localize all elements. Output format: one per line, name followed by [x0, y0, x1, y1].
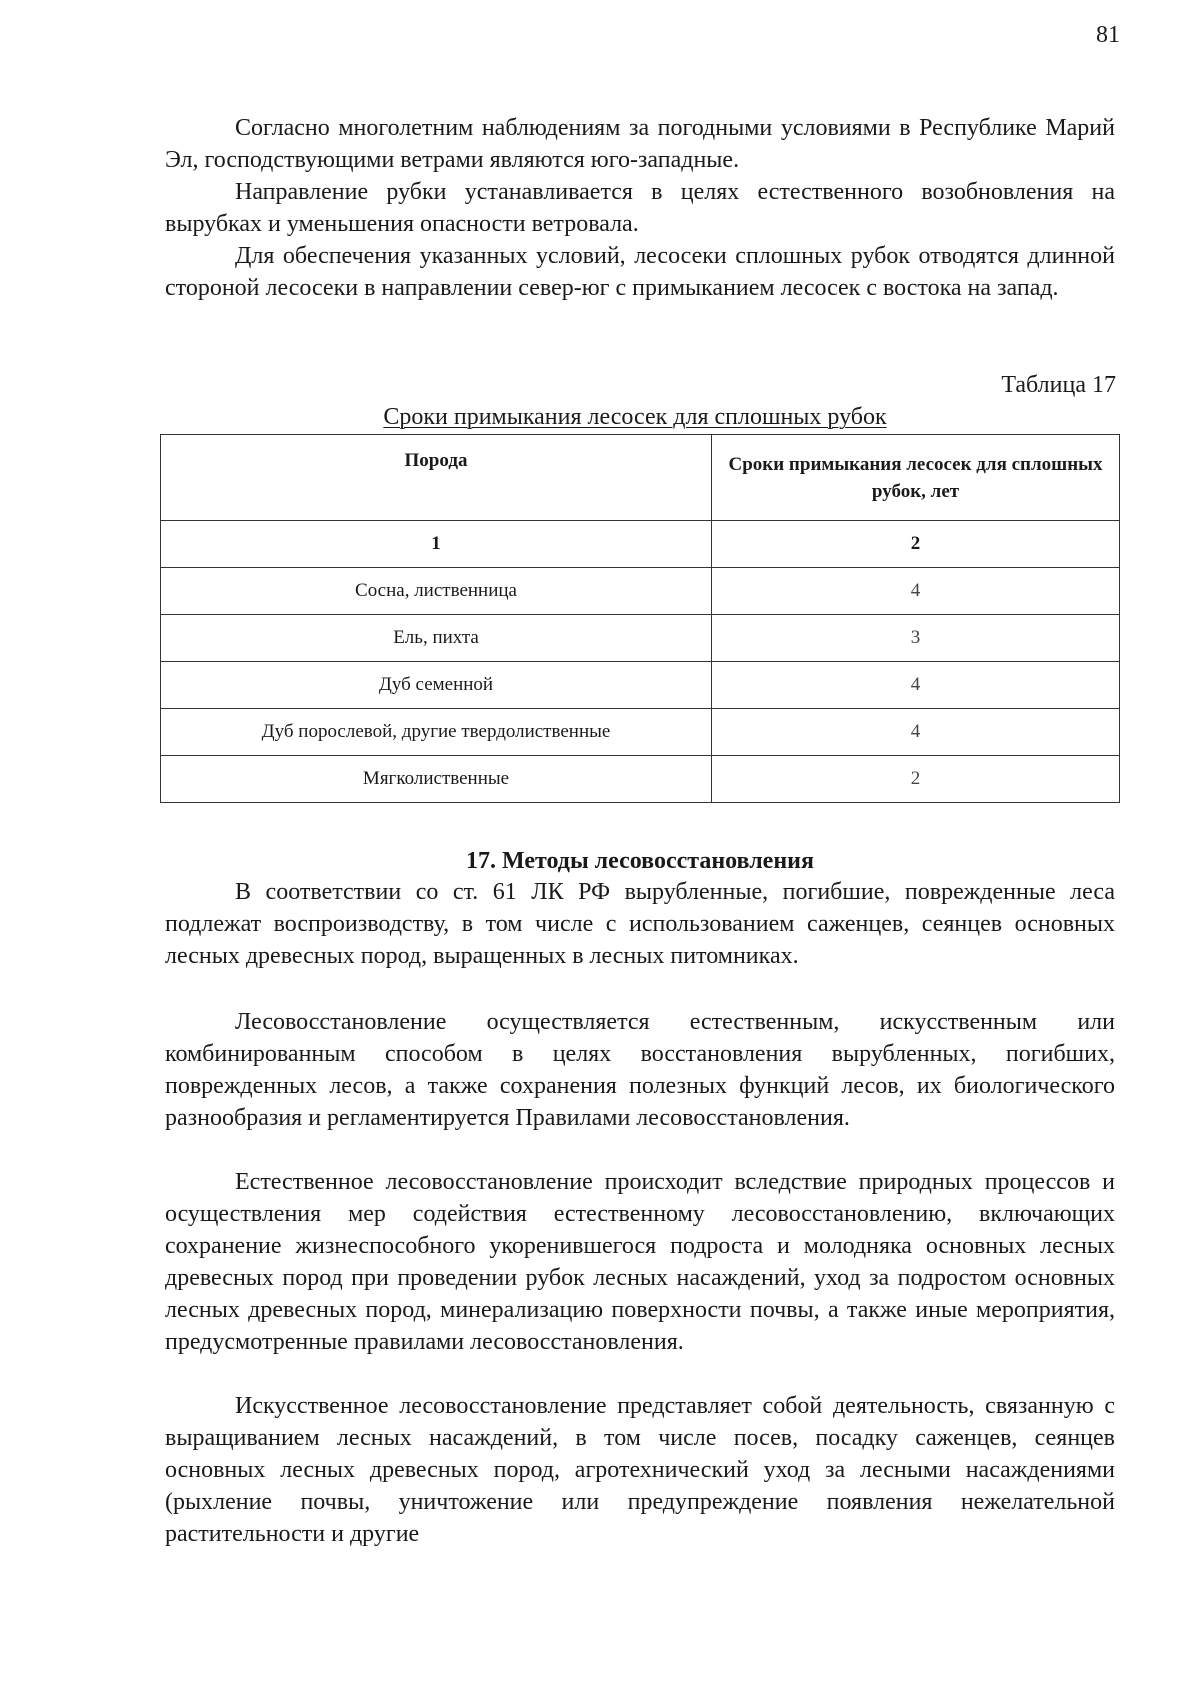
column-header-terms: Сроки примыкания лесосек для сплошных рубок, лет: [712, 435, 1120, 521]
section-title: 17. Методы лесовосстановления: [466, 848, 814, 874]
species-cell: Ель, пихта: [161, 615, 712, 662]
column-number: 1: [161, 521, 712, 568]
table-row: [161, 568, 1120, 615]
intro-paragraph: Направление рубки устанавливается в целях естественного возобновления на вырубках и уменьшения опасности ветровала.: [165, 179, 1115, 237]
cutting-areas-table: [160, 434, 1120, 803]
species-cell: Дуб порослевой, другие твердолиственные: [161, 709, 712, 756]
column-numbering-row: [161, 521, 1120, 568]
table-row: [161, 709, 1120, 756]
years-cell: 3: [712, 615, 1120, 662]
species-cell: Сосна, лиственница: [161, 568, 712, 615]
section-paragraph: Искусственное лесовосстановление представляет собой деятельность, связанную с выращиванием лесных насаждений, в том числе посев, посадку саженцев, сеянцев основных лесных древесных пород, агротехнический уход за лесными насаждениями (рыхление почвы, уничтожение или предупреждение появления нежелательной растительности и другие: [165, 1393, 1115, 1547]
table-label: Таблица 17: [1001, 372, 1116, 398]
section-paragraph: В соответствии со ст. 61 ЛК РФ вырубленные, погибшие, поврежденные леса подлежат воспроизводству, в том числе с использованием саженцев, сеянцев основных лесных древесных пород, выращенных в лесных питомниках.: [165, 879, 1115, 969]
table-row: [161, 662, 1120, 709]
species-cell: Дуб семенной: [161, 662, 712, 709]
table-row: [161, 756, 1120, 803]
page-number: 81: [1096, 22, 1120, 48]
years-cell: 4: [712, 568, 1120, 615]
years-cell: 4: [712, 662, 1120, 709]
species-cell: Мягколиственные: [161, 756, 712, 803]
years-cell: 4: [712, 709, 1120, 756]
intro-paragraph: Для обеспечения указанных условий, лесосеки сплошных рубок отводятся длинной стороной лесосеки в направлении север-юг с примыканием лесосек с востока на запад.: [165, 243, 1115, 301]
table-header-row: [161, 435, 1120, 521]
table-caption-text: Сроки примыкания лесосек для сплошных рубок: [383, 404, 887, 430]
section-paragraph: Лесовосстановление осуществляется естественным, искусственным или комбинированным способом в целях восстановления вырубленных, погибших, поврежденных лесов, а также сохранения полезных функций лесов, их биологического разнообразия и регламентируется Правилами лесовосстановления.: [165, 1009, 1115, 1131]
table-caption: [160, 402, 1110, 432]
column-header-species: Порода: [161, 435, 712, 521]
column-number: 2: [712, 521, 1120, 568]
section-paragraph: Естественное лесовосстановление происходит вследствие природных процессов и осуществления мер содействия естественному лесовосстановлению, включающих сохранение жизнеспособного укоренившегося подроста и молодняка основных лесных древесных пород при проведении рубок лесных насаждений, уход за подростом основных лесных древесных пород, минерализацию поверхности почвы, а также иные мероприятия, предусмотренные правилами лесовосстановления.: [165, 1169, 1115, 1355]
intro-paragraph: Согласно многолетним наблюдениям за погодными условиями в Республике Марий Эл, господствующими ветрами являются юго-западные.: [165, 115, 1115, 173]
years-cell: 2: [712, 756, 1120, 803]
table-row: [161, 615, 1120, 662]
